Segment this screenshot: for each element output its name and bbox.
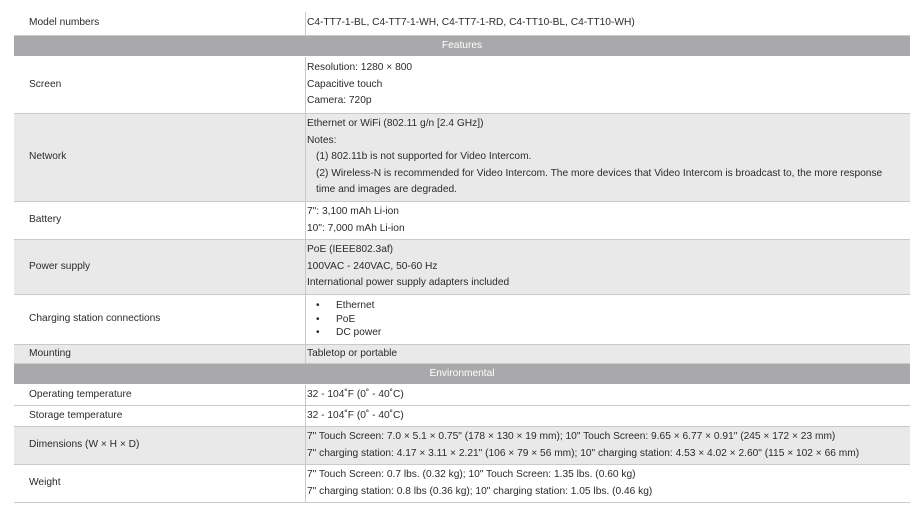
spec-value-line: (1) 802.11b is not supported for Video Intercom. (316, 151, 532, 163)
section-header: Environmental (14, 364, 910, 385)
bullet-text: Ethernet (336, 300, 375, 312)
spec-value-line: Ethernet or WiFi (802.11 g/n [2.4 GHz]) (307, 118, 484, 130)
spec-value-line: 7": 3,100 mAh Li-ion (307, 206, 399, 217)
spec-value-line: (2) Wireless-N is recommended for Video Intercom. The more devices that Video Intercom is broadcast to, the more response time and images are degraded. (316, 167, 883, 196)
spec-row (14, 465, 910, 503)
bullet-text: PoE (336, 313, 356, 325)
spec-value-line: 7" charging station: 4.17 × 3.11 × 2.21" (106 × 79 × 56 mm); 10" charging station: 4.53 × 4.02 × 2.60" (115 × 102 × 66 mm) (307, 447, 860, 459)
spec-value (305, 427, 910, 464)
spec-label: Model numbers (29, 17, 100, 29)
list-item (307, 326, 910, 340)
spec-value (305, 345, 910, 363)
spec-value (305, 465, 910, 502)
spec-value (305, 114, 910, 201)
spec-value-line: Camera: 720p (307, 95, 372, 107)
spec-row (14, 295, 910, 345)
spec-value-line: Resolution: 1280 × 800 (307, 62, 413, 74)
spec-value (305, 295, 910, 344)
spec-value-line: 7" charging station: 0.8 lbs (0.36 kg); 10" charging station: 1.05 lbs. (0.46 kg) (307, 485, 653, 497)
list-item (307, 313, 910, 327)
spec-table (14, 12, 910, 503)
bullet-icon: • (316, 313, 320, 325)
bullet-list (307, 299, 910, 340)
spec-row (14, 345, 910, 364)
spec-label: Battery (29, 214, 62, 226)
bullet-icon: • (316, 300, 320, 312)
spec-row (14, 406, 910, 427)
spec-value-line: 7" Touch Screen: 7.0 × 5.1 × 0.75" (178 × 130 × 19 mm); 10" Touch Screen: 9.65 × 6.77 × 0.91" (245 × 172 × 23 mm) (307, 431, 836, 442)
spec-value-line: C4-TT7-1-BL, C4-TT7-1-WH, C4-TT7-1-RD, C4-TT10-BL, C4-TT10-WH) (307, 17, 635, 29)
spec-label: Storage temperature (29, 409, 123, 421)
bullet-icon: • (316, 327, 320, 339)
spec-row (14, 202, 910, 240)
spec-value-line: Tabletop or portable (307, 347, 398, 359)
spec-value-line: 10": 7,000 mAh Li-ion (307, 222, 405, 234)
spec-value (305, 12, 910, 35)
spec-label: Operating temperature (29, 388, 132, 400)
section-header: Features (14, 36, 910, 57)
spec-row (14, 114, 910, 202)
spec-label: Screen (29, 78, 62, 90)
spec-value-line: 7" Touch Screen: 0.7 lbs. (0.32 kg); 10" Touch Screen: 1.35 lbs. (0.60 kg) (307, 469, 636, 480)
spec-value (305, 57, 910, 113)
spec-value-line: International power supply adapters included (307, 277, 510, 289)
spec-row (14, 385, 910, 406)
spec-value-line: 100VAC - 240VAC, 50-60 Hz (307, 260, 438, 272)
spec-value (305, 240, 910, 294)
spec-value-line: PoE (IEEE802.3af) (307, 244, 394, 256)
spec-value (305, 202, 910, 239)
spec-label: Mounting (29, 347, 71, 359)
spec-value-line: Capacitive touch (307, 78, 383, 90)
spec-row (14, 427, 910, 465)
spec-value-line: Notes: (307, 134, 337, 146)
bullet-text: DC power (336, 327, 382, 339)
spec-label: Dimensions (W × H × D) (29, 439, 140, 451)
spec-row (14, 240, 910, 295)
spec-label: Weight (29, 477, 61, 489)
spec-label: Network (29, 151, 67, 163)
spec-label: Power supply (29, 260, 91, 272)
spec-label: Charging station connections (29, 313, 161, 325)
spec-value (305, 385, 910, 405)
list-item (307, 299, 910, 313)
spec-value (305, 406, 910, 426)
spec-value-line: 32 - 104˚F (0˚ - 40˚C) (307, 388, 404, 400)
spec-row (14, 12, 910, 36)
spec-row (14, 57, 910, 114)
spec-value-line: 32 - 104˚F (0˚ - 40˚C) (307, 409, 404, 421)
